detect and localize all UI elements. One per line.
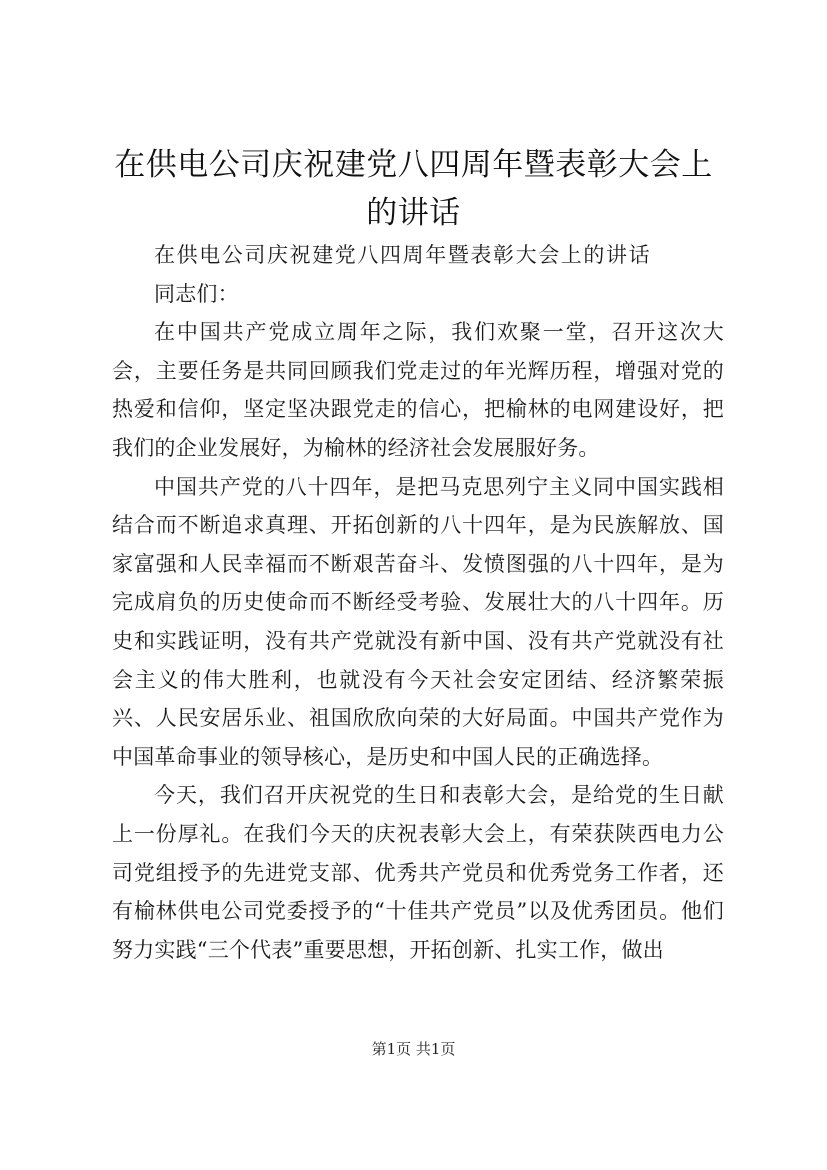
- salutation-paragraph: 同志们：: [154, 281, 239, 306]
- body-paragraph: 在中国共产党成立周年之际，我们欢聚一堂，召开这次大会，主要任务是共同回顾我们党走过的年光辉历程，增强对党的热爱和信仰，坚定坚决跟党走的信心，把榆林的电网建设好，把我们的企业发展好，为榆林的经济社会发展服好务。: [112, 320, 724, 460]
- document-body: [112, 236, 724, 969]
- subtitle-paragraph: 在供电公司庆祝建党八四周年暨表彰大会上的讲话: [154, 243, 652, 267]
- page-number-footer: 第1页 共1页: [371, 1040, 456, 1058]
- body-paragraph: 今天，我们召开庆祝党的生日和表彰大会，是给党的生日献上一份厚礼。在我们今天的庆祝表彰大会上，有荣获陕西电力公司党组授予的先进党支部、优秀共产党员和优秀党务工作者，还有榆林供电公司党委授予的“十佳共产党员”以及优秀团员。他们努力实践“三个代表”重要思想，开拓创新、扎实工作，做出: [112, 783, 724, 962]
- body-paragraph: 中国共产党的八十四年，是把马克思列宁主义同中国实践相结合而不断追求真理、开拓创新的八十四年，是为民族解放、国家富强和人民幸福而不断艰苦奋斗、发愤图强的八十四年，是为完成肩负的历史使命而不断经受考验、发展壮大的八十四年。历史和实践证明，没有共产党就没有新中国、没有共产党就没有社会主义的伟大胜利，也就没有今天社会安定团结、经济繁荣振兴、人民安居乐业、祖国欣欣向荣的大好局面。中国共产党作为中国革命事业的领导核心，是历史和中国人民的正确选择。: [112, 474, 724, 769]
- document-title: 在供电公司庆祝建党八四周年暨表彰大会上的讲话: [114, 147, 713, 231]
